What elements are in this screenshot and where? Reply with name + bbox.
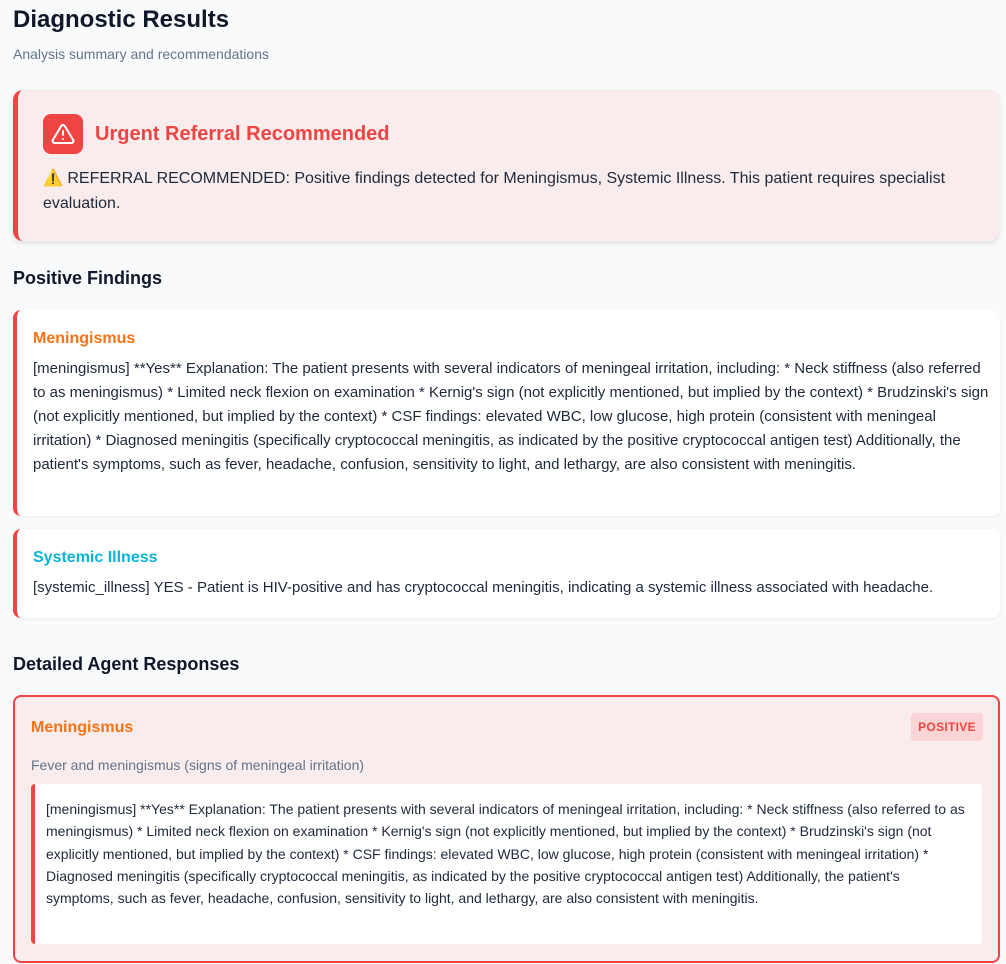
- alert-title: Urgent Referral Recommended: [95, 123, 390, 145]
- finding-name: Systemic Illness: [33, 549, 158, 566]
- agent-response-text: [meningismus] **Yes** Explanation: The patient presents with several indicators of meningeal irritation, including: * Neck stiffness (also referred to as meningismus) * Limited neck flexion on examination * Kernig's sign (not explicitly mentioned, but implied by the context) * Brudzinski's sign (not explicitly mentioned, but implied by the context) * CSF findings: elevated WBC, low glucose, high protein (consistent with meningeal irritation) * Diagnosed meningitis (specifically cryptococcal meningitis, as indicated by the positive cryptococcal antigen test) Additionally, the patient's symptoms, such as fever, headache, confusion, sensitivity to light, and lethargy, are also consistent with meningitis.: [31, 784, 982, 944]
- positive-findings-heading: Positive Findings: [13, 268, 163, 288]
- finding-card-systemic-illness: [13, 529, 1000, 618]
- page-title: Diagnostic Results: [13, 6, 230, 33]
- agent-name: Meningismus: [31, 719, 134, 736]
- agent-response-card-meningismus: [13, 695, 1000, 963]
- finding-text: [meningismus] **Yes** Explanation: The patient presents with several indicators of meningeal irritation, including: * Neck stiffness (also referred to as meningismus) * Limited neck flexion on examination * Kernig's sign (not explicitly mentioned, but implied by the context) * Brudzinski's sign (not explicitly mentioned, but implied by the context) * CSF findings: elevated WBC, low glucose, high protein (consistent with meningeal irritation) * Diagnosed meningitis (specifically cryptococcal meningitis, as indicated by the positive cryptococcal antigen test) Additionally, the patient's symptoms, such as fever, headache, confusion, sensitivity to light, and lethargy, are also consistent with meningitis.: [33, 360, 989, 473]
- finding-name: Meningismus: [33, 330, 136, 347]
- finding-card-meningismus: [13, 310, 1000, 516]
- finding-text: [systemic_illness] YES - Patient is HIV-positive and has cryptococcal meningitis, indicating a systemic illness associated with headache.: [33, 579, 934, 596]
- alert-message: ⚠️ REFERRAL RECOMMENDED: Positive findings detected for Meningismus, Systemic Illness. This patient requires specialist evaluation.: [43, 170, 946, 212]
- warning-triangle-icon: [43, 114, 83, 154]
- agent-responses-heading: Detailed Agent Responses: [13, 654, 240, 674]
- referral-alert: [13, 90, 999, 241]
- agent-description: Fever and meningismus (signs of meningeal irritation): [31, 757, 365, 773]
- page-subtitle: Analysis summary and recommendations: [13, 46, 269, 62]
- status-badge: POSITIVE: [911, 713, 983, 741]
